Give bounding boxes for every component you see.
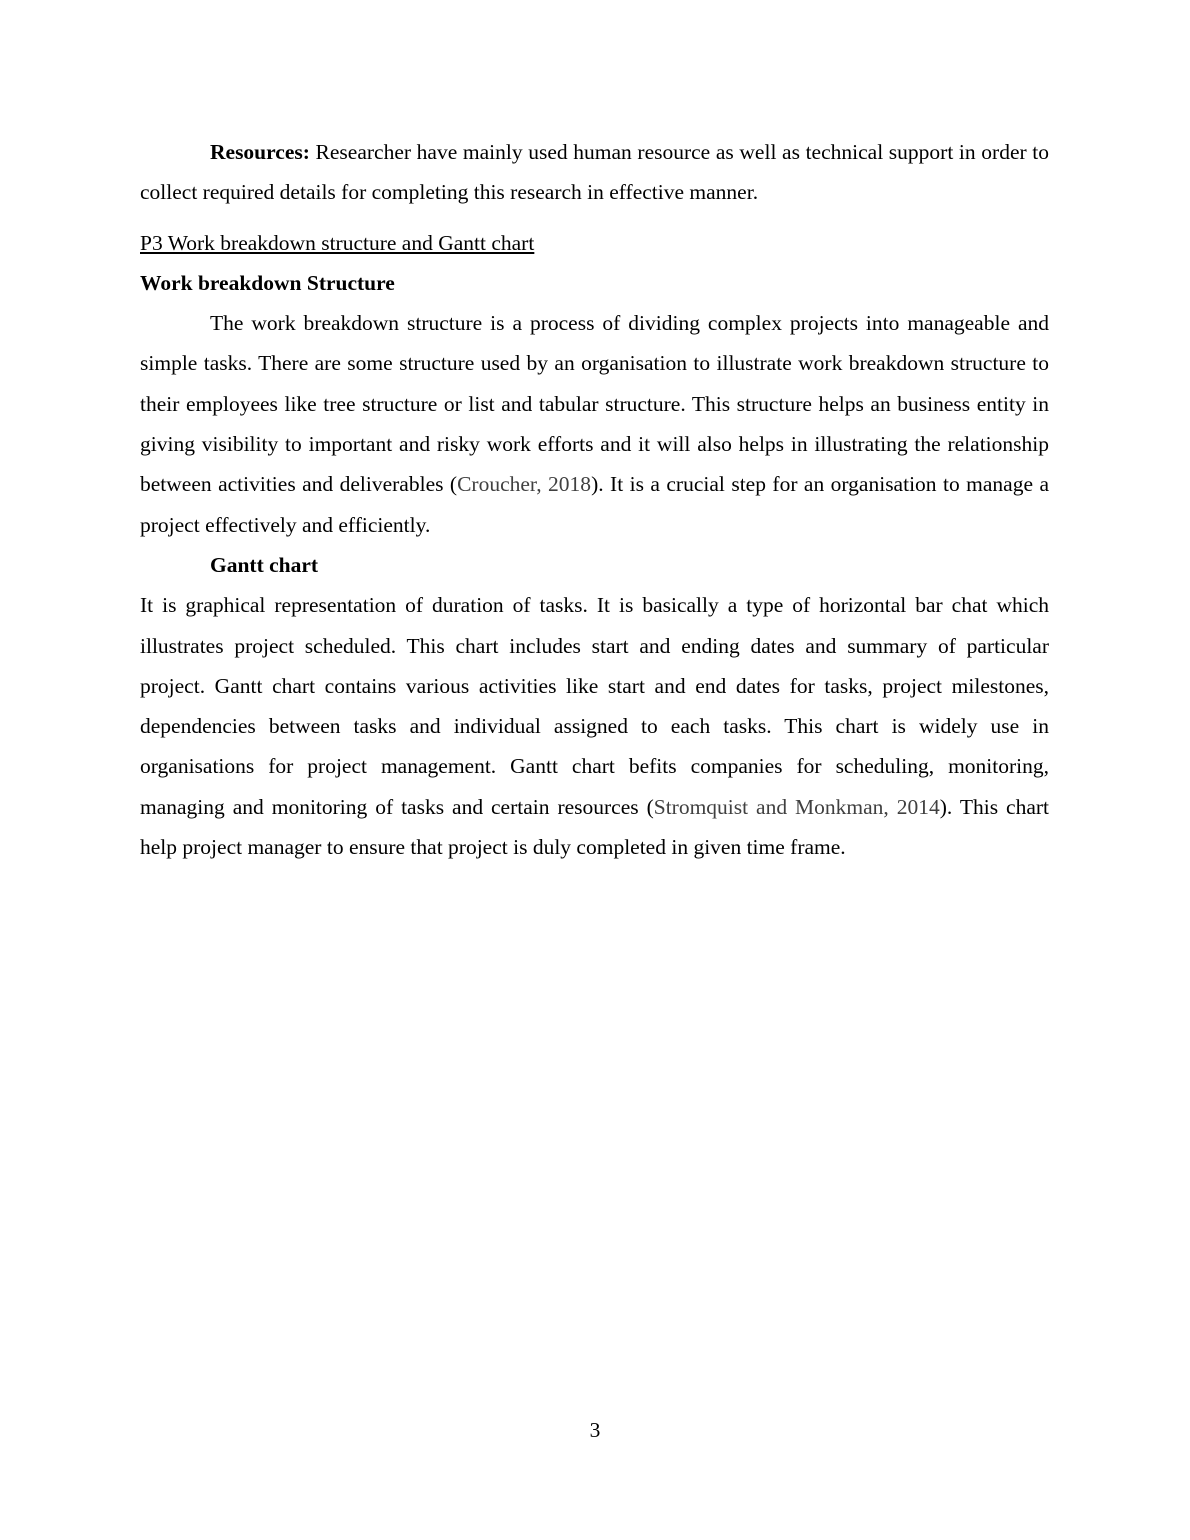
gantt-paragraph bbox=[140, 585, 1049, 867]
wbs-text-end: ). It is a crucial step for an organisation to manage a project effectively and efficiently. bbox=[140, 472, 1050, 537]
resources-label: Resources: bbox=[210, 140, 310, 164]
page-number: 3 bbox=[589, 1418, 601, 1442]
gantt-citation: Stromquist and Monkman, 2014 bbox=[653, 794, 940, 819]
gantt-text-start: It is graphical representation of duration of tasks. It is basically a type of horizontal bar chat which illustrates project scheduled. This chart includes start and ending dates and summary of particular project. Gantt chart contains various activities like start and end dates for tasks, project milestones, dependencies between tasks and individual assigned to each tasks. This chart is widely use in organisations for project management. Gantt chart befits companies for scheduling, monitoring, managing and monitoring of tasks and certain resources ( bbox=[140, 593, 1049, 819]
resources-text: Researcher have mainly used human resource as well as technical support in order to collect required details for completing this research in effective manner. bbox=[140, 140, 1049, 205]
wbs-paragraph bbox=[140, 303, 1049, 545]
gantt-heading: Gantt chart bbox=[210, 552, 319, 577]
wbs-text-start: The work breakdown structure is a process of dividing complex projects into manageable and simple tasks. There are some structure used by an organisation to illustrate work breakdown structure to their employees like tree structure or list and tabular structure. This structure helps an business entity in giving visibility to important and risky work efforts and it will also helps in illustrating the relationship between activities and deliverables ( bbox=[140, 311, 1049, 497]
document-page bbox=[140, 132, 1049, 867]
gantt-text-end: ). This chart help project manager to ensure that project is duly completed in given time frame. bbox=[140, 794, 1049, 860]
section-heading: P3 Work breakdown structure and Gantt chart bbox=[140, 230, 535, 255]
wbs-citation: Croucher, 2018 bbox=[457, 472, 592, 497]
wbs-heading: Work breakdown Structure bbox=[140, 270, 395, 295]
resources-paragraph bbox=[140, 132, 1049, 213]
